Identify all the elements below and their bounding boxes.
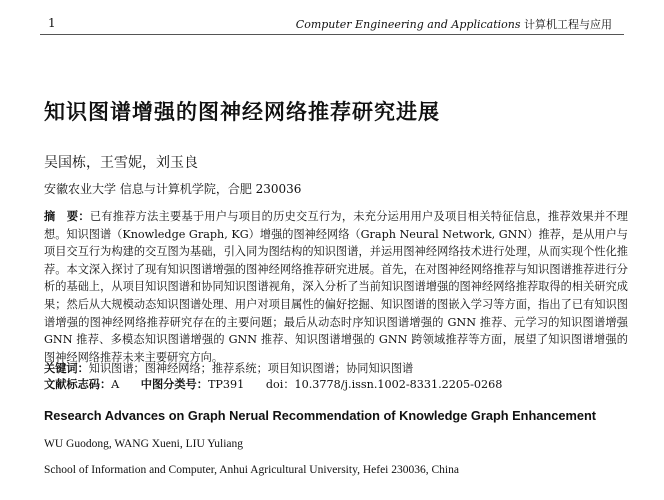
affiliation-en: School of Information and Computer, Anhui Agricultural University, Hefei 230036, China (44, 464, 459, 476)
page-number: 1 (48, 16, 56, 30)
paper-title-en: Research Advances on Graph Nerual Recommendation of Knowledge Graph Enhancement (44, 408, 597, 423)
authors-cn: 吴国栋，王雪妮，刘玉良 (44, 155, 198, 171)
paper-title-cn: 知识图谱增强的图神经网络推荐研究进展 (44, 100, 440, 124)
clc-number: TP391 (207, 378, 245, 391)
doc-code-label: 文献标志码： (44, 378, 112, 391)
keywords (44, 360, 413, 376)
abstract-label: 摘 要： (44, 210, 90, 223)
article-meta (44, 376, 502, 392)
abstract-text: 已有推荐方法主要基于用户与项目的历史交互行为，未充分运用用户及项目相关特征信息，推荐效果并不理想。知识图谱（Knowledge Graph, KG）增强的图神经网络（Graph Neural Network, GNN）推荐，是从用户与项目交互行为构建的交互图为基础，引入同为图结构的知识图谱，并运用图神经网络技术进行处理，从而实现个性化推荐。本文深入探讨了现有知识图谱增强的图神经网络推荐研究进展。首先，在对图神经网络推荐与知识图谱推荐进行分析的基础上，从项目知识图谱和协同知识图谱视角，深入分析了当前知识图谱增强的图神经网络推荐取得的相关研究成果；然后从大规模动态知识图谱处理、用户对项目属性的偏好挖掘、知识图谱的图嵌入学习等方面，指出了已有知识图谱增强的图神经网络推荐研究存在的主要问题；最后从动态时序知识图谱增强的 GNN 推荐、元学习的知识图谱增强 GNN 推荐、多模态知识图谱增强的 GNN 推荐、知识图谱增强的 GNN 跨领域推荐等方面，展望了知识图谱增强的图神经网络推荐未来主要研究方向。 (44, 210, 628, 364)
authors-en: WU Guodong, WANG Xueni, LIU Yuliang (44, 438, 243, 450)
doi-label: doi： (265, 378, 295, 391)
running-header (40, 14, 624, 35)
journal-name-cn: 计算机工程与应用 (524, 18, 612, 31)
keywords-text: 知识图谱；图神经网络；推荐系统；项目知识图谱；协同知识图谱 (88, 362, 414, 375)
keywords-label: 关键词： (44, 362, 89, 375)
doi-value: 10.3778/j.issn.1002-8331.2205-0268 (294, 378, 503, 391)
clc-label: 中图分类号： (140, 378, 208, 391)
abstract (44, 208, 628, 366)
journal-name (296, 16, 612, 32)
doc-code: A (111, 378, 120, 391)
affiliation-cn: 安徽农业大学 信息与计算机学院，合肥 230036 (44, 182, 302, 196)
journal-name-en: Computer Engineering and Applications (295, 18, 521, 31)
